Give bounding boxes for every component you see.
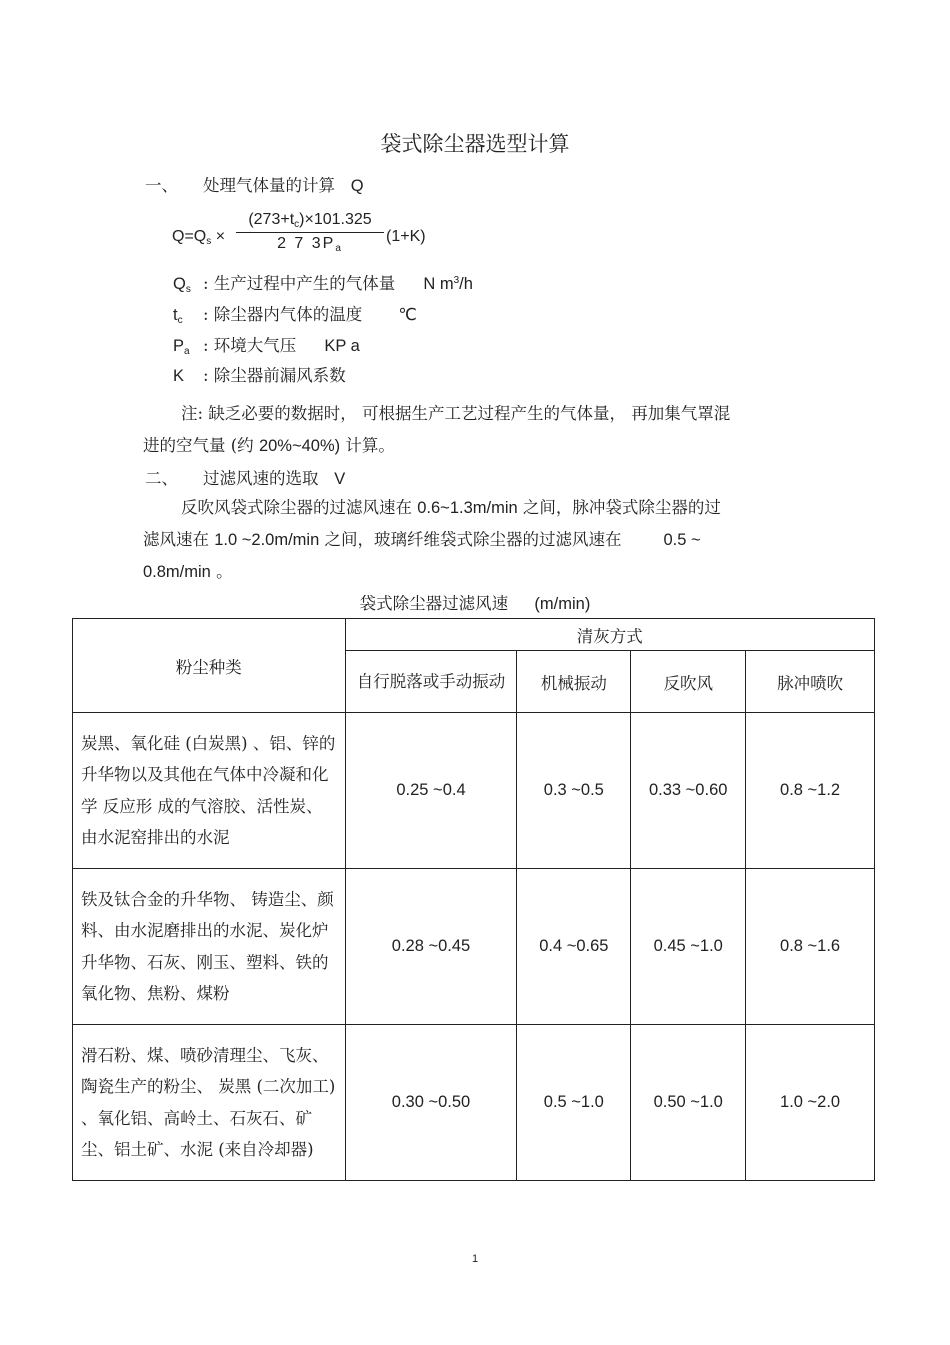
var-qs-desc: : 生产过程中产生的气体量 [203,274,396,293]
table-row [73,869,875,1025]
para2-line-1 [143,492,808,524]
note-line-1: 注: 缺乏必要的数据时， 可根据生产工艺过程产生的气体量， 再加集气罩混 [181,404,731,423]
var-pa-symbol [173,337,203,357]
var-pa [173,332,360,357]
section-2-symbol: V [334,470,346,488]
para2-l1-b: 0.6~1.3m/min [417,499,518,517]
para2-line-3 [143,556,808,588]
formula-num-pre: (273+t [248,211,295,228]
formula-times: × [215,228,226,245]
page-title: 袋式除尘器选型计算 [380,132,570,156]
var-pa-sym: P [173,337,185,355]
var-tc-sym: t [173,306,178,324]
section-2-text: 过滤风速的选取 [203,469,319,488]
filter-speed-paragraph [143,492,808,588]
speed-cell: 1.0 ~2.0 [746,1025,875,1181]
header-manual-shake: 自行脱落或手动振动 [345,651,517,713]
note-line-2-pre: 进的空气量 (约 [143,436,259,455]
header-mechanical-shake: 机械振动 [517,651,631,713]
note-line-2-range: 20%~40%) [258,437,341,455]
section-1-text: 处理气体量的计算 [203,176,335,195]
dust-type-cell: 铁及钛合金的升华物、 铸造尘、颜料、由水泥磨排出的水泥、炭化炉升华物、石灰、刚玉、塑料、铁的氧化物、焦粉、煤粉 [73,869,346,1025]
dust-type-cell: 炭黑、氧化硅 (白炭黑) 、铝、锌的升华物以及其他在气体中冷凝和化学 反应形 成的气溶胶、活性炭、由水泥窑排出的水泥 [73,713,346,869]
filter-speed-table [72,618,875,1181]
formula-numerator [236,208,384,232]
para2-l2-d: 0.5 ~ [663,531,701,549]
var-qs-sub: s [185,284,191,295]
para2-line-2 [143,524,808,556]
header-pulse-jet: 脉冲喷吹 [746,651,875,713]
var-pa-unit: KP a [324,337,360,355]
speed-cell: 0.33 ~0.60 [631,713,746,869]
var-tc-unit: ℃ [398,306,417,324]
header-reverse-air: 反吹风 [631,651,746,713]
para2-l3-a: 0.8m/min [143,563,211,581]
note-line-2 [143,436,395,455]
dust-type-cell: 滑石粉、煤、喷砂清理尘、飞灰、陶瓷生产的粉尘、 炭黑 (二次加工) 、氧化铝、高岭土、石灰石、矿尘、铝土矿、水泥 (来自冷却器) [73,1025,346,1181]
note-line-2-post: 计算。 [340,436,395,455]
var-tc-symbol [173,306,203,326]
speed-cell: 0.4 ~0.65 [517,869,631,1025]
formula-lhs [172,228,225,247]
speed-cell: 0.30 ~0.50 [345,1025,517,1181]
formula-den-sub: a [335,243,343,254]
formula-den-pre: 2 7 3P [277,235,336,252]
var-qs [173,270,473,295]
formula-fraction [236,208,384,255]
header-dust-type: 粉尘种类 [73,619,346,713]
var-qs-unit-post: /h [459,275,473,293]
table-caption [0,590,950,614]
var-qs-symbol [173,275,203,295]
table-row [73,1025,875,1181]
para2-l2-c: 之间，玻璃纤维袋式除尘器的过滤风速在 [319,530,622,549]
section-1-heading [145,172,364,196]
header-cleaning-method: 清灰方式 [345,619,874,651]
speed-cell: 0.8 ~1.2 [746,713,875,869]
speed-cell: 0.3 ~0.5 [517,713,631,869]
var-tc-sub: c [177,315,183,326]
note-paragraph [143,398,808,462]
formula-num-sub: c [294,219,300,230]
formula-lhs-sub: s [206,236,212,247]
speed-cell: 0.50 ~1.0 [631,1025,746,1181]
formula-rhs: (1+K) [386,228,426,245]
var-qs-sym: Q [173,275,186,293]
para2-l2-a: 滤风速在 [143,530,215,549]
speed-cell: 0.8 ~1.6 [746,869,875,1025]
var-tc-desc: : 除尘器内气体的温度 [203,305,363,324]
table-caption-text: 袋式除尘器过滤风速 [359,594,509,613]
speed-cell: 0.5 ~1.0 [517,1025,631,1181]
var-tc [173,301,417,326]
section-2-heading [145,465,345,489]
section-1-symbol: Q [350,177,364,195]
var-qs-unit-sup: 3 [453,275,460,286]
formula-lhs-q: Q=Q [172,228,207,245]
speed-cell: 0.45 ~1.0 [631,869,746,1025]
var-k [173,362,346,386]
para2-l2-b: 1.0 ~2.0m/min [214,531,320,549]
var-qs-unit-main: N m [423,275,454,293]
para2-l1-c: 之间，脉冲袋式除尘器的过 [517,498,721,517]
section-2-number: 二、 [145,469,178,488]
speed-cell: 0.28 ~0.45 [345,869,517,1025]
var-pa-sub: a [184,346,190,357]
var-k-desc: : 除尘器前漏风系数 [203,366,346,385]
speed-cell: 0.25 ~0.4 [345,713,517,869]
var-qs-unit [423,275,473,293]
formula-num-post: )×101.325 [299,211,372,228]
table-header-row-1 [73,619,875,651]
table-row [73,713,875,869]
para2-l1-a: 反吹风袋式除尘器的过滤风速在 [181,498,418,517]
para2-l3-b: 。 [210,562,233,581]
var-pa-desc: : 环境大气压 [203,336,297,355]
formula-denominator [236,233,384,255]
section-1-number: 一、 [145,176,178,195]
table-caption-unit: (m/min) [534,595,591,613]
page-number: 1 [471,1253,479,1265]
var-k-symbol: K [173,367,185,385]
